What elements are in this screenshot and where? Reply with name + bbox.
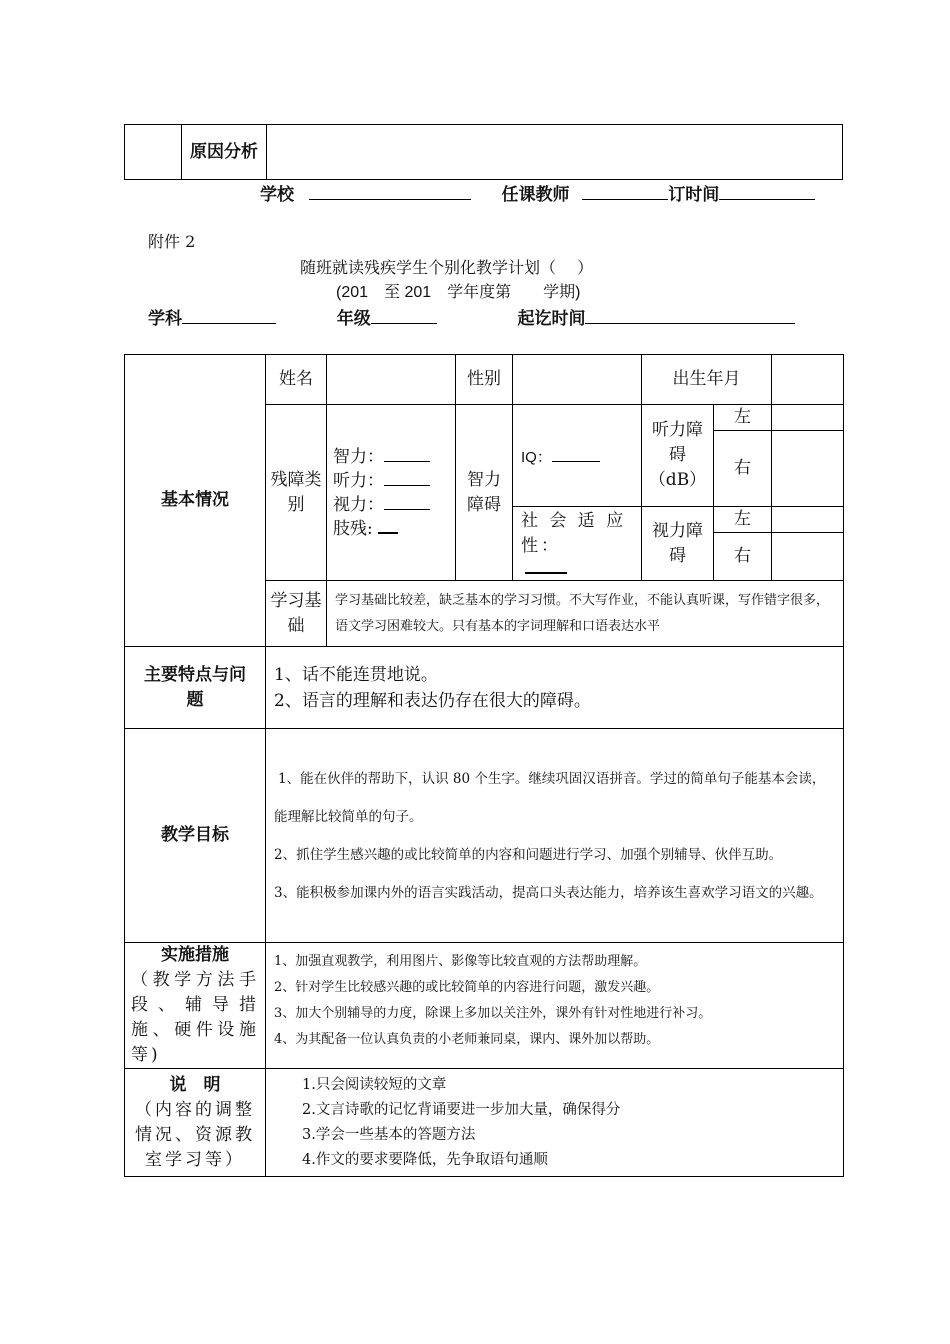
goal-item: 1、能在伙伴的帮助下，认识 80 个生字。继续巩固汉语拼音。学过的简单句子能基本会读，能理解比较简单的句子。 [274, 770, 826, 825]
name-value [327, 355, 456, 405]
reason-analysis-label: 原因分析 [190, 141, 258, 162]
iq-label: IQ： [521, 449, 552, 466]
note-item: 2.文言诗歌的记忆背诵要进一步加大量，确保得分 [302, 1101, 621, 1118]
hearing-label: 听力： [333, 470, 384, 491]
note-item: 1.只会阅读较短的文章 [302, 1076, 447, 1093]
feature-item: 2、语言的理解和表达仍存在很大的障碍。 [274, 690, 591, 711]
vision-left-value [772, 507, 844, 533]
learning-basis-text: 学习基础比较差，缺乏基本的学习习惯。不大写作业，不能认真听课，写作错字很多，语文学习困难较大。只有基本的字词理解和口语表达水平 [335, 592, 830, 634]
gender-value [513, 355, 642, 405]
doc-subtitle: (201 至 201 学年度第 学期) [336, 284, 581, 301]
measures-list [274, 949, 835, 1053]
learning-basis-label: 学习基础 [270, 590, 322, 636]
vision-label: 视力： [333, 494, 384, 515]
intellect-label: 智力： [333, 446, 384, 467]
teacher-label: 任课教师 [501, 185, 570, 204]
date-label: 订时间 [668, 185, 720, 204]
disability-type-label: 残障类别 [270, 469, 322, 515]
measure-item: 2、针对学生比较感兴趣的或比较简单的内容进行问题，激发兴趣。 [274, 980, 660, 995]
basic-info-label: 基本情况 [161, 490, 229, 510]
meta-line [148, 308, 795, 330]
subject-label: 学科 [148, 309, 182, 328]
feature-item: 1、话不能连贯地说。 [274, 664, 438, 685]
period-label: 起讫时间 [517, 309, 586, 328]
notes-sublabel: （内容的调整情况、资源教室学习等） [135, 1099, 255, 1170]
measures-label: 实施措施 [161, 945, 229, 965]
notes-list [302, 1073, 835, 1173]
measure-item: 4、为其配备一位认真负责的小老师兼同桌，课内、课外加以帮助。 [274, 1032, 660, 1047]
vision-right-label: 右 [734, 546, 751, 566]
birth-value [772, 355, 844, 405]
vision-disorder-label: 视力障碍 [652, 520, 703, 566]
note-item: 4.作文的要求要降低，先争取语句通顺 [302, 1151, 548, 1168]
plan-table [124, 354, 844, 1177]
goal-item: 3、能积极参加课内外的语言实践活动，提高口头表达能力，培养该生喜欢学习语文的兴趣。 [274, 884, 823, 901]
vision-left-label: 左 [734, 509, 751, 529]
doc-title: 随班就读残疾学生个别化教学计划（ ） [300, 258, 594, 277]
features-list [274, 662, 835, 714]
disability-details [333, 445, 449, 541]
hearing-left-label: 左 [734, 407, 751, 427]
measures-sublabel: （教学方法手段、辅导措施、硬件设施等) [131, 970, 259, 1065]
name-label: 姓名 [279, 369, 313, 389]
features-label: 主要特点与问题 [144, 664, 246, 710]
gender-label: 性别 [467, 369, 501, 389]
note-item: 3.学会一些基本的答题方法 [302, 1126, 476, 1143]
top-table [124, 124, 843, 180]
social-label: 社 会 适 应 性： [521, 511, 627, 556]
goal-item: 2、抓住学生感兴趣的或比较简单的内容和问题进行学习、加强个别辅导、伙伴互助。 [274, 846, 783, 863]
intellect-disorder-label: 智力障碍 [467, 469, 501, 515]
goals-label: 教学目标 [161, 825, 229, 845]
hearing-disorder-label: 听力障碍（dB） [648, 420, 707, 490]
school-label: 学校 [260, 185, 294, 204]
attachment-label: 附件 2 [148, 232, 196, 251]
measure-item: 3、加大个别辅导的力度，除课上多加以关注外，课外有针对性地进行补习。 [274, 1006, 712, 1021]
vision-right-value [772, 533, 844, 581]
goals-list [274, 760, 835, 912]
limb-label: 肢残: [333, 518, 373, 539]
birth-label: 出生年月 [672, 369, 741, 389]
signature-line [260, 184, 860, 206]
notes-label: 说 明 [169, 1074, 221, 1095]
hearing-right-value [772, 431, 844, 507]
measure-item: 1、加强直观教学，利用图片、影像等比较直观的方法帮助理解。 [274, 954, 647, 969]
grade-label: 年级 [336, 309, 371, 328]
hearing-left-value [772, 405, 844, 431]
hearing-right-label: 右 [734, 458, 751, 478]
